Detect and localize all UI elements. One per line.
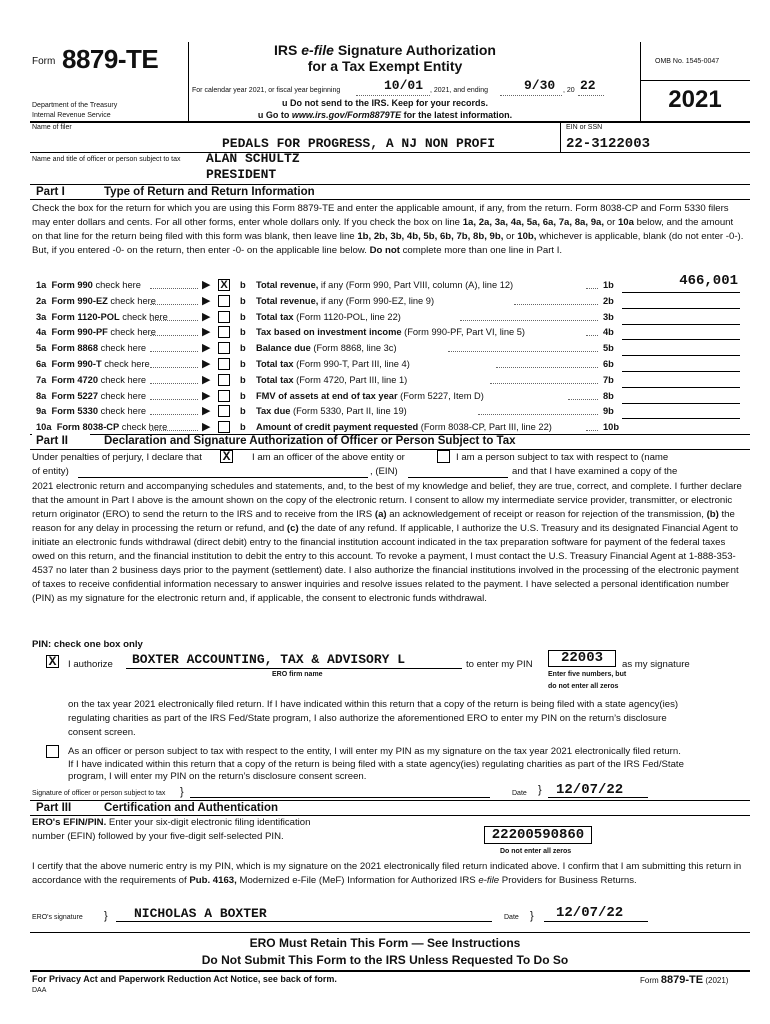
self-pin-text: As an officer or person subject to tax with respect to the entity, I will enter my PIN as my signature on the tax year 2021 electronically filed return. If I have indicated within this return that a copy of the return is being filed with a state agency(ies) regulating charities as part of the IRS Fed/State program, I will enter my PIN on the return’s disclosure consent screen. — [68, 746, 684, 782]
line-checkbox[interactable] — [218, 295, 230, 307]
pin-note-1: Enter five numbers, but — [548, 671, 627, 678]
goto-notice: u Go to www.irs.gov/Form8879TE for the latest information. — [257, 110, 513, 120]
line-number: 2b — [603, 295, 614, 306]
fiscal-begin-field[interactable]: 10/01 — [384, 78, 424, 93]
privacy-notice: For Privacy Act and Paperwork Reduction Act Notice, see back of form. — [32, 974, 337, 984]
line-number: 4b — [603, 327, 614, 338]
part1-line-3a — [0, 309, 770, 325]
line-b-marker: b — [240, 343, 246, 354]
line-number: 7b — [603, 374, 614, 385]
part1-line-8a — [0, 388, 770, 404]
part2-title: Declaration and Signature Authorization of Officer or Person Subject to Tax — [104, 435, 516, 447]
efin-instructions-1: ERO's EFIN/PIN. Enter your six-digit electronic filing identification — [32, 817, 311, 828]
officer-date-field[interactable]: 12/07/22 — [556, 782, 624, 798]
ero-date-label: Date — [504, 914, 519, 921]
part1-line-5a — [0, 340, 770, 356]
line-number: 6b — [603, 359, 614, 369]
line-checkbox[interactable]: X — [218, 279, 230, 291]
line-description: Tax due (Form 5330, Part II, line 19) — [256, 406, 407, 417]
line-label: 6a Form 990-T check here — [36, 359, 150, 369]
officer-date-label: Date — [512, 790, 527, 797]
ero-signature-label: ERO's signature — [32, 914, 83, 921]
ero-firm-field[interactable]: BOXTER ACCOUNTING, TAX & ADVISORY L — [132, 652, 406, 667]
line-b-marker: b — [240, 422, 246, 433]
year-prefix-label: , 20 — [563, 87, 575, 94]
line-number: 5b — [603, 343, 614, 354]
enter-pin-label: to enter my PIN — [466, 659, 533, 670]
arrow-icon: ▶ — [202, 279, 211, 291]
officer-checkbox[interactable]: X — [220, 450, 233, 463]
form-number: 8879-TE — [62, 44, 159, 74]
line-label: 10a Form 8038-CP check here — [36, 422, 168, 433]
ero-certification: I certify that the above numeric entry is my PIN, which is my signature on the 2021 electronically filed return indicated above. I confirm that I am submitting this return in accordance with the requirements of Pub. 4163, Modernized e-File (MeF) Information for Authorized IRS e-file Providers for Business Returns. — [32, 861, 742, 886]
line-label: 2a Form 990-EZ check here — [36, 295, 156, 306]
line-description: Total tax (Form 4720, Part III, line 1) — [256, 374, 408, 385]
line-b-marker: b — [240, 327, 246, 338]
officer-pin-field[interactable]: 22003 — [548, 650, 616, 667]
line-b-marker: b — [240, 374, 246, 385]
line-label: 8a Form 5227 check here — [36, 390, 147, 401]
line-checkbox[interactable] — [218, 326, 230, 338]
daa-label: DAA — [32, 987, 47, 994]
line-b-marker: b — [240, 295, 246, 306]
officer-label: Name and title of officer or person subject to tax — [32, 156, 181, 163]
penalty-prefix: Under penalties of perjury, I declare that — [32, 452, 202, 463]
ero-authorize-text: on the tax year 2021 electronically filed return. If I have indicated within this return that a copy of the return is being filed with a state agency(ies) regulating charities as part of the IRS Fed/State program, I also authorize the aforementioned ERO to enter my PIN on the return’s disclosure consent screen. — [68, 699, 679, 738]
arrow-icon: ▶ — [202, 421, 211, 434]
efin-pin-field[interactable]: 22200590860 — [484, 826, 592, 844]
ero-authorize-checkbox[interactable]: X — [46, 655, 59, 668]
line-b-marker: b — [240, 280, 246, 290]
line-label: 5a Form 8868 check here — [36, 343, 147, 354]
part1-line-2a — [0, 293, 770, 309]
part1-label: Part I — [32, 185, 90, 199]
arrow-icon: ▶ — [202, 342, 211, 355]
line-label: 3a Form 1120-POL check here — [36, 311, 168, 322]
line-checkbox[interactable] — [218, 421, 230, 433]
line-label: 4a Form 990-PF check here — [36, 327, 156, 338]
line-b-marker: b — [240, 406, 246, 417]
line-label: 1a Form 990 check here — [36, 280, 141, 290]
person-subject-checkbox[interactable] — [437, 450, 450, 463]
part1-line-9a — [0, 403, 770, 419]
arrow-icon: ▶ — [202, 294, 211, 307]
form-subtitle: for a Tax Exempt Entity — [307, 58, 463, 74]
part1-line-10a — [0, 419, 770, 435]
self-pin-checkbox[interactable] — [46, 745, 59, 758]
arrow-icon: ▶ — [202, 310, 211, 323]
dept-treasury: Department of the Treasury — [32, 102, 118, 109]
ein-inline-label: , (EIN) — [370, 466, 398, 477]
line-description: Total revenue, if any (Form 990-EZ, line 9) — [256, 295, 435, 306]
ero-date-field[interactable]: 12/07/22 — [556, 905, 624, 921]
line-label: 9a Form 5330 check here — [36, 406, 147, 417]
signature-arrow: } — [180, 786, 184, 798]
line-checkbox[interactable] — [218, 342, 230, 354]
officer-date-arrow: } — [538, 784, 542, 796]
part1-title: Type of Return and Return Information — [104, 186, 315, 198]
part2-label: Part II — [32, 434, 90, 448]
as-signature-label: as my signature — [622, 659, 690, 670]
efin-note: Do not enter all zeros — [500, 848, 572, 855]
form-title: IRS e-file Signature Authorization — [274, 42, 496, 58]
arrow-icon: ▶ — [202, 326, 211, 339]
part1-line-1a — [0, 273, 770, 293]
calendar-ending-label: , 2021, and ending — [430, 87, 488, 94]
line-b-marker: b — [240, 359, 246, 369]
part1-instructions: Check the box for the return for which you are using this Form 8879-TE and enter the applicable amount, if any, from the return. Form 8038-CP and Form 5330 filers may enter dollars and cents. For all other forms, enter whole dollars only. If you check the box on line 1a, 2a, 3a, 4a, 5a, 6a, 7a, 8a, 9a, or 10a below, and the amount on that line for the return being filed with this form was blank, then leave line 1b, 2b, 3b, 4b, 5b, 6b, 7b, 8b, 9b, or 10b, whichever is applicable, blank (do not enter -0-). But, if you entered -0- on the return, then enter -0- on the applicable line below. Do not complete more than one line in Part I. — [32, 203, 744, 256]
line-description: Total tax (Form 990-T, Part III, line 4) — [256, 359, 410, 369]
line-checkbox[interactable] — [218, 405, 230, 417]
tax-year: 2021 — [668, 86, 722, 113]
line-description: Total tax (Form 1120-POL, line 22) — [256, 311, 401, 322]
omb-number: OMB No. 1545-0047 — [655, 58, 720, 65]
part1-line-6a — [0, 356, 770, 372]
line-number: 1b — [603, 280, 614, 290]
officer-signature-label: Signature of officer or person subject to tax — [32, 790, 166, 797]
ero-signature-arrow: } — [104, 910, 108, 922]
line-checkbox[interactable] — [218, 390, 230, 402]
officer-title-field[interactable]: PRESIDENT — [206, 167, 277, 182]
ero-signature-field[interactable]: NICHOLAS A BOXTER — [134, 906, 267, 921]
line-b-marker: b — [240, 390, 246, 401]
part1-line-4a — [0, 324, 770, 340]
line-number: 10b — [603, 422, 620, 433]
line-number: 8b — [603, 390, 614, 401]
pin-note-2: do not enter all zeros — [548, 683, 619, 690]
do-not-send-notice: u Do not send to the IRS. Keep for your records. — [281, 98, 489, 108]
line-checkbox[interactable] — [218, 374, 230, 386]
officer-name-field[interactable]: ALAN SCHULTZ — [206, 151, 300, 166]
efin-instructions-2: number (EFIN) followed by your five-digit self-selected PIN. — [32, 831, 284, 842]
footer-form-id: Form 8879-TE (2021) — [640, 974, 729, 986]
person-subject-label: I am a person subject to tax with respect to (name — [456, 452, 669, 463]
part3-label: Part III — [32, 801, 90, 815]
ero-firm-label: ERO firm name — [272, 671, 323, 678]
line-description: Amount of credit payment requested (Form 8038-CP, Part III, line 22) — [256, 422, 552, 433]
arrow-icon: ▶ — [202, 373, 211, 386]
line-description: Total revenue, if any (Form 990, Part VIII, column (A), line 12) — [256, 280, 514, 290]
form-word: Form — [32, 56, 56, 67]
line-checkbox[interactable] — [218, 358, 230, 370]
officer-checkbox-label: I am an officer of the above entity or — [252, 452, 405, 463]
line-b-marker: b — [240, 311, 246, 322]
line-label: 7a Form 4720 check here — [36, 374, 147, 385]
part3-title: Certification and Authentication — [104, 802, 278, 814]
retain-notice: ERO Must Retain This Form — See Instructions — [249, 936, 521, 950]
irs-name: Internal Revenue Service — [32, 112, 111, 119]
no-submit-notice: Do Not Submit This Form to the IRS Unless Requested To Do So — [201, 953, 569, 967]
line-number: 9b — [603, 406, 614, 417]
arrow-icon: ▶ — [202, 358, 211, 370]
arrow-icon: ▶ — [202, 389, 211, 402]
ein-label: EIN or SSN — [566, 124, 603, 131]
i-authorize-label: I authorize — [68, 659, 113, 670]
fiscal-year-end-field[interactable]: 22 — [580, 78, 596, 93]
filer-name-field[interactable]: PEDALS FOR PROGRESS, A NJ NON PROFI — [222, 136, 496, 151]
ein-field[interactable]: 22-3122003 — [566, 136, 651, 152]
line-description: FMV of assets at end of tax year (Form 5227, Item D) — [256, 390, 484, 401]
fiscal-end-field[interactable]: 9/30 — [524, 78, 556, 93]
officer-signature-line[interactable] — [190, 797, 490, 798]
line-description: Tax based on investment income (Form 990-PF, Part VI, line 5) — [256, 327, 526, 338]
examined-text: and that I have examined a copy of the — [512, 466, 678, 477]
ero-date-arrow: } — [530, 910, 534, 922]
of-entity-label: of entity) — [32, 466, 69, 477]
declaration-body: 2021 electronic return and accompanying schedules and statements, and, to the best of my knowledge and belief, they are true, correct, and complete. I further declare that the amount in Part I above is the amount shown on the copy of the electronic return. I consent to allow my intermediate service provider, transmitter, or electronic return originator (ERO) to send the return to the IRS and to receive from the IRS (a) an acknowledgement of receipt or reason for rejection of the transmission, (b) the reason for any delay in processing the return or refund, and (c) the date of any refund. If applicable, I authorize the U.S. Treasury and its designated Financial Agent to initiate an electronic funds withdrawal (direct debit) entry to the financial institution account indicated in the tax preparation software for payment of the federal taxes owed on this return, and the financial institution to debit the entry to this account. To revoke a payment, I must contact the U.S. Treasury Financial Agent at 1-888-353-4537 no later than 2 business days prior to the payment (settlement) date. I also authorize the financial institutions involved in the processing of the electronic payment of taxes to receive confidential information necessary to answer inquiries and resolve issues related to the payment. I have selected a personal identification number (PIN) as my signature for the electronic return and, if applicable, the consent to electronic funds withdrawal. — [32, 481, 742, 604]
name-of-filer-label: Name of filer — [32, 124, 72, 131]
line-number: 3b — [603, 311, 614, 322]
arrow-icon: ▶ — [202, 405, 211, 418]
part1-line-7a — [0, 372, 770, 388]
calendar-year-label: For calendar year 2021, or fiscal year beginning — [192, 87, 341, 94]
line-amount-field[interactable]: 466,001 — [679, 273, 738, 289]
line-checkbox[interactable] — [218, 311, 230, 323]
pin-heading: PIN: check one box only — [32, 639, 143, 650]
line-description: Balance due (Form 8868, line 3c) — [256, 343, 397, 354]
